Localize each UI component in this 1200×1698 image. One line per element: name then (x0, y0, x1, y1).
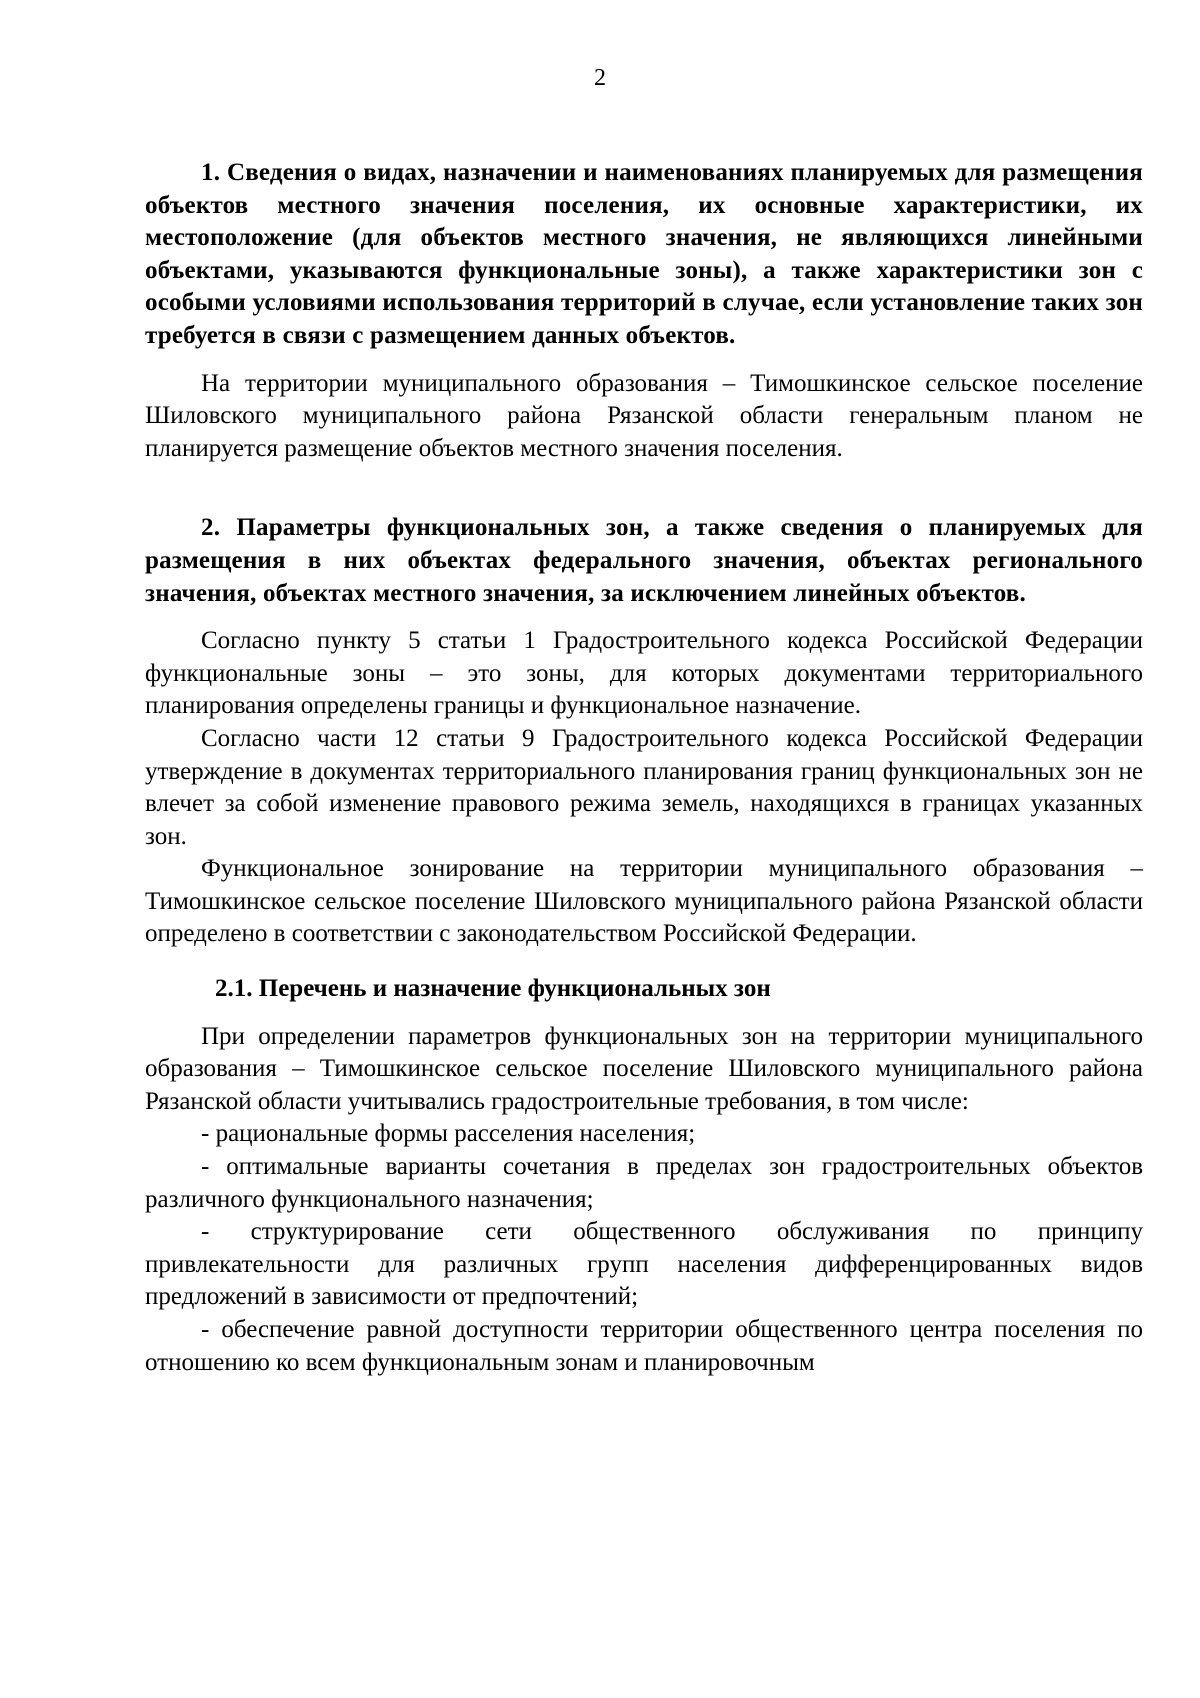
page-number: 2 (594, 65, 606, 91)
list-item: - структурирование сети общественного обслуживания по принципу привлекательности для различных групп населения дифференцированных видов предложений в зависимости от предпочтений; (145, 1218, 1143, 1311)
list-item: - оптимальные варианты сочетания в пределах зон градостроительных объектов различного функционального назначения; (145, 1153, 1143, 1213)
list-item: - обеспечение равной доступности территории общественного центра поселения по отношению ко всем функциональным зонам и планировочным (145, 1316, 1143, 1376)
section-2-paragraph-2: Согласно части 12 статьи 9 Градостроительного кодекса Российской Федерации утверждение в документах территориального планирования границ функциональных зон не влечет за собой изменение правового режима земель, находящихся в границах указанных зон. (145, 724, 1143, 850)
section-2-paragraph-3: Функциональное зонирование на территории муниципального образования – Тимошкинское сельское поселение Шиловского муниципального района Рязанской области определено в соответствии с законодательством Российской Федерации. (145, 855, 1143, 948)
document-body (145, 157, 1143, 1379)
section-2-heading: 2. Параметры функциональных зон, а также сведения о планируемых для размещения в них объектах федерального значения, объектах регионального значения, объектах местного значения, за исключением линейных объектов. (145, 514, 1143, 607)
section-1-heading: 1. Сведения о видах, назначении и наименованиях планируемых для размещения объектов местного значения поселения, их основные характеристики, их местоположение (для объектов местного значения, не являющихся линейными объектами, указываются функциональные зоны), а также характеристики зон с особыми условиями использования территорий в случае, если установление таких зон требуется в связи с размещением данных объектов. (145, 159, 1143, 349)
section-2-paragraph-1: Согласно пункту 5 статьи 1 Градостроительного кодекса Российской Федерации функциональные зоны – это зоны, для которых документами территориального планирования определены границы и функциональное назначение. (145, 627, 1143, 720)
section-1-paragraph: На территории муниципального образования – Тимошкинское сельское поселение Шиловского муниципального района Рязанской области генеральным планом не планируется размещение объектов местного значения поселения. (145, 369, 1143, 462)
section-2-1-heading: 2.1. Перечень и назначение функциональных зон (215, 975, 771, 1003)
section-2-1-intro: При определении параметров функциональных зон на территории муниципального образования – Тимошкинское сельское поселение Шиловского муниципального района Рязанской области учитывались градостроительные требования, в том числе: (145, 1022, 1143, 1115)
list-item: - рациональные формы расселения населения; (201, 1120, 696, 1148)
